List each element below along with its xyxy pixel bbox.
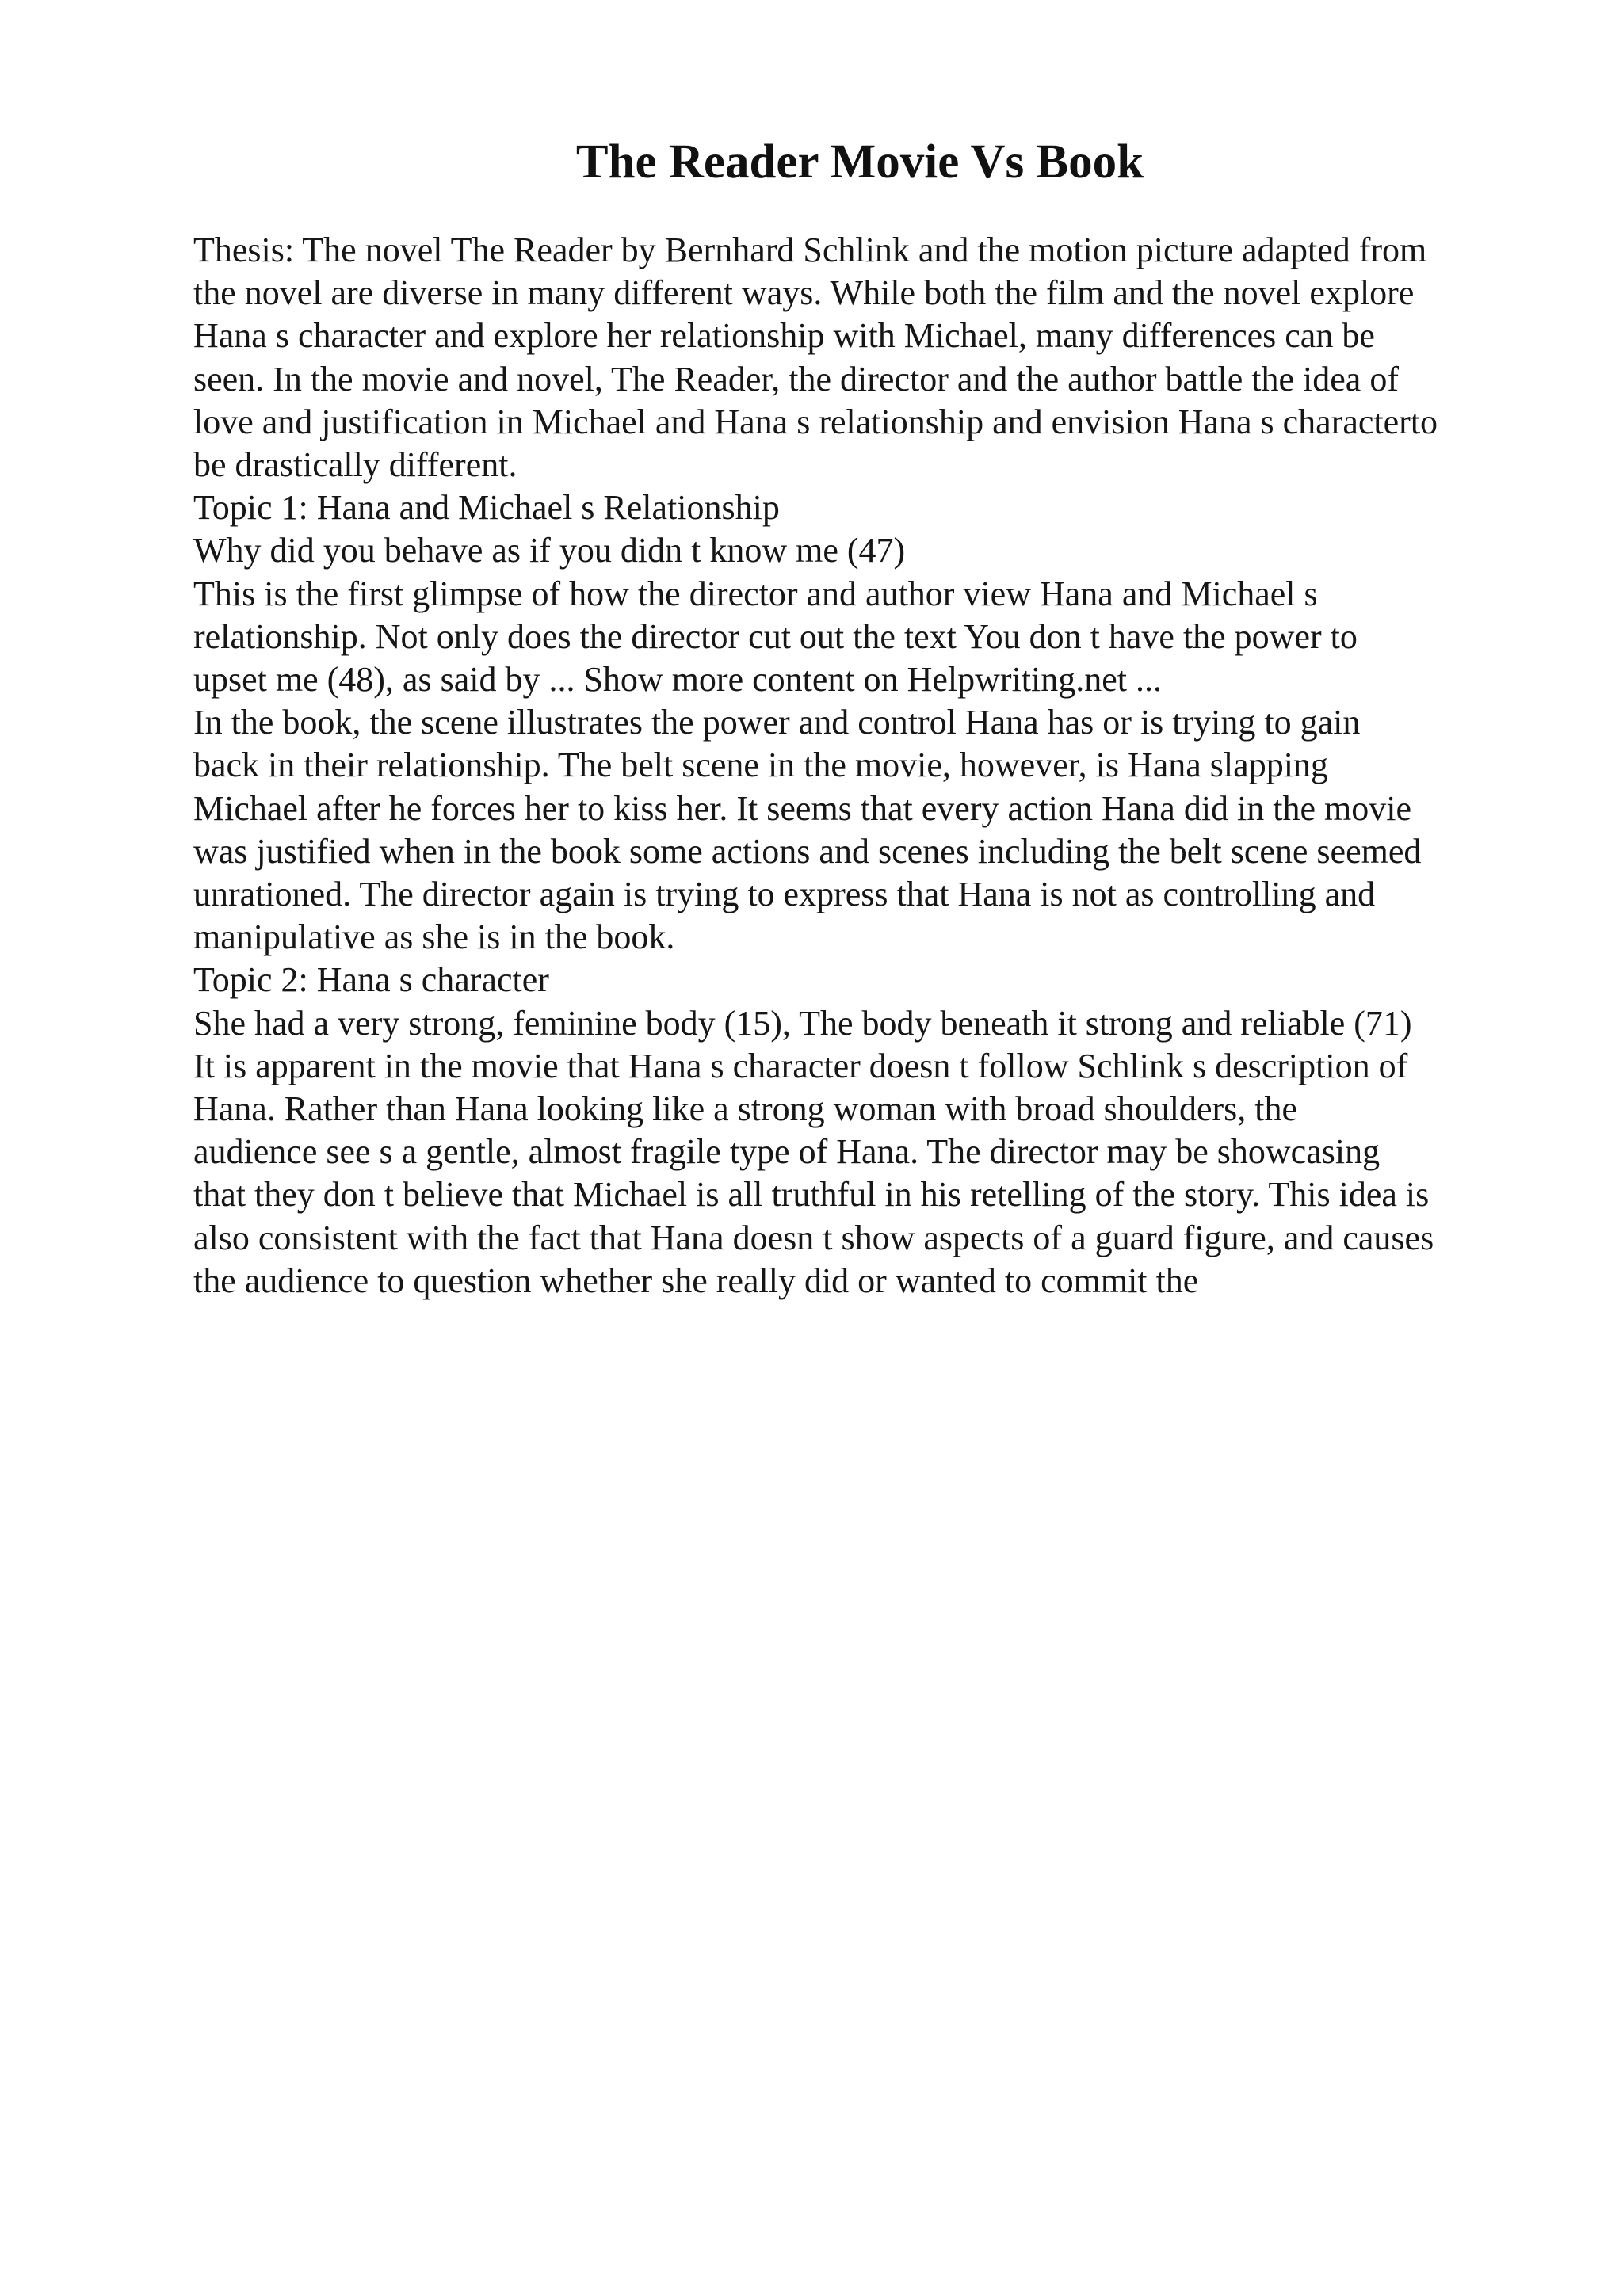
document-title: The Reader Movie Vs Book xyxy=(575,135,1144,189)
text-line: Hana s character and explore her relationship with Michael, many differences can be xyxy=(193,316,1375,356)
text-line: manipulative as she is in the book. xyxy=(193,917,675,957)
document-body xyxy=(193,229,1604,1302)
text-line: relationship. Not only does the director cut out the text You don t have the power to xyxy=(193,616,1358,656)
text-line: audience see s a gentle, almost fragile type of Hana. The director may be showcasing xyxy=(193,1132,1381,1172)
text-line: It is apparent in the movie that Hana s character doesn t follow Schlink s description of xyxy=(193,1046,1408,1085)
topic-heading: Topic 2: Hana s character xyxy=(193,960,549,1000)
topic-heading: Topic 1: Hana and Michael s Relationship xyxy=(193,488,780,528)
text-line: love and justification in Michael and Hana s relationship and envision Hana s characterto xyxy=(193,402,1438,441)
text-line: upset me (48), as said by ... Show more content on Helpwriting.net ... xyxy=(193,660,1163,700)
text-line: that they don t believe that Michael is all truthful in his retelling of the story. This idea is xyxy=(193,1175,1430,1215)
text-line: Why did you behave as if you didn t know me (47) xyxy=(193,531,906,570)
text-line: be drastically different. xyxy=(193,445,517,485)
text-line: the audience to question whether she really did or wanted to commit the xyxy=(193,1261,1199,1300)
text-line: also consistent with the fact that Hana doesn t show aspects of a guard figure, and causes xyxy=(193,1218,1434,1257)
text-line: This is the first glimpse of how the director and author view Hana and Michael s xyxy=(193,574,1318,613)
text-line: the novel are diverse in many different ways. While both the film and the novel explore xyxy=(193,273,1415,313)
text-line: Hana. Rather than Hana looking like a strong woman with broad shoulders, the xyxy=(193,1089,1298,1129)
text-line: was justified when in the book some actions and scenes including the belt scene seemed xyxy=(193,831,1422,871)
text-line: back in their relationship. The belt scene in the movie, however, is Hana slapping xyxy=(193,746,1328,785)
text-line: Thesis: The novel The Reader by Bernhard Schlink and the motion picture adapted from xyxy=(193,231,1427,269)
text-line: In the book, the scene illustrates the power and control Hana has or is trying to gain xyxy=(193,703,1361,742)
text-line: unrationed. The director again is trying to express that Hana is not as controlling and xyxy=(193,875,1376,914)
text-line: Michael after he forces her to kiss her. It seems that every action Hana did in the movie xyxy=(193,788,1412,828)
text-line: seen. In the movie and novel, The Reader, the director and the author battle the idea of xyxy=(193,359,1399,399)
text-line: She had a very strong, feminine body (15), The body beneath it strong and reliable (71) xyxy=(193,1003,1412,1043)
